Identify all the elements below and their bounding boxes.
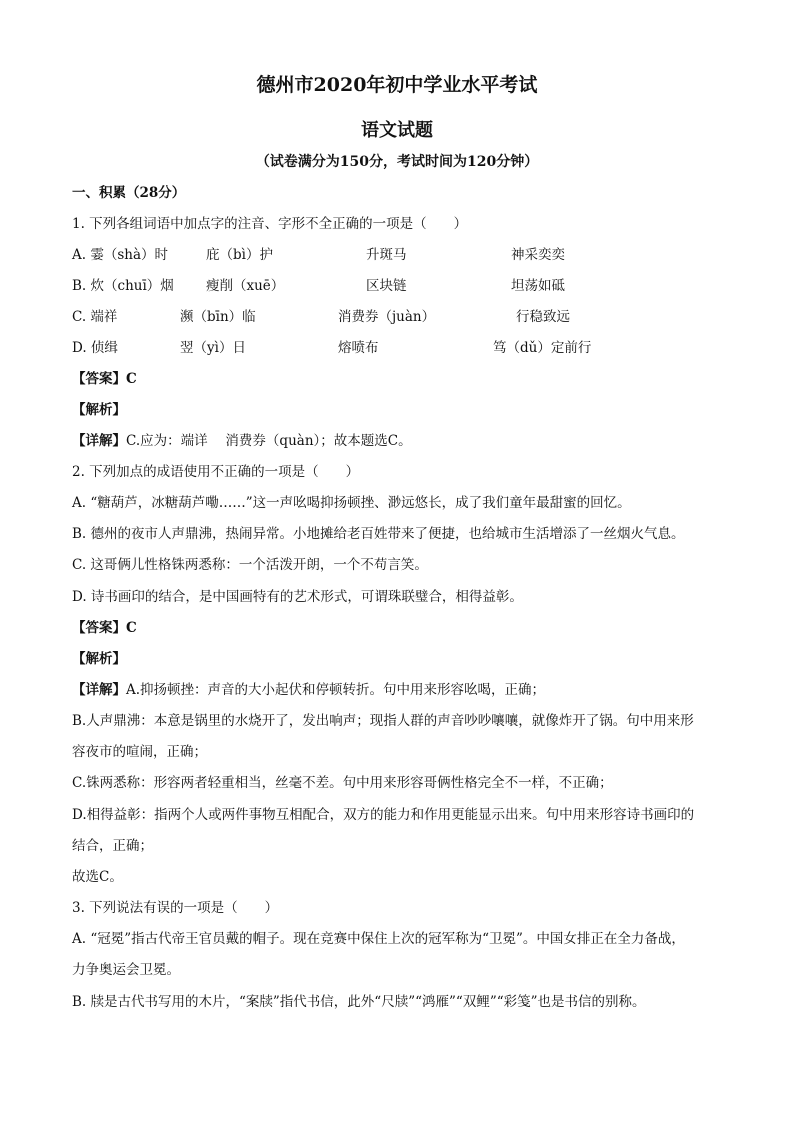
q1-answer <box>72 370 137 388</box>
q2-conclusion: 故选C。 <box>72 869 123 885</box>
q1-stem: 1. 下列各组词语中加点字的注音、字形不全正确的一项是（ ） <box>72 216 468 232</box>
q3-option-b: B. 牍是古代书写用的木片，“案牍”指代书信，此外“尺牍”“鸿雁”“双鲤”“彩笺”也是书信的别称。 <box>72 994 646 1010</box>
q3-option-a-1: A. “冠冕”指古代帝王官员戴的帽子。现在竞赛中保住上次的冠军称为“卫冕”。中国女排正在全力备战， <box>72 931 685 947</box>
analysis-tag: 【解析】 <box>72 651 126 667</box>
q1-analysis-tag <box>72 401 126 419</box>
q1-option-a-1: A. 霎（shà）时 <box>72 247 169 263</box>
detail-tag: 【详解】 <box>72 682 126 698</box>
exam-note: （试卷满分为150分，考试时间为120分钟） <box>255 154 539 170</box>
q1-option-c-1: C. 端祥 <box>72 309 118 325</box>
q1-option-c-3: 消费券（juàn） <box>338 309 436 325</box>
q2-option-c: C. 这哥俩儿性格铢两悉称：一个活泼开朗，一个不苟言笑。 <box>72 557 428 573</box>
q1-option-b-1: B. 炊（chuī）烟 <box>72 278 174 294</box>
q1-option-d-4: 笃（dǔ）定前行 <box>493 340 592 356</box>
answer-value: C <box>126 620 137 636</box>
q2-detail-d2: 结合，正确； <box>72 838 153 854</box>
q1-option-d-1: D. 侦缉 <box>72 340 118 356</box>
q2-option-a: A. “糖葫芦，冰糖葫芦嘞……”这一声吆喝抑扬顿挫、渺远悠长，成了我们童年最甜蜜的回忆。 <box>72 495 631 511</box>
q1-option-a-2: 庇（bì）护 <box>206 247 273 263</box>
q1-option-a-4: 神采奕奕 <box>511 247 565 263</box>
q3-stem: 3. 下列说法有误的一项是（ ） <box>72 900 279 916</box>
exam-subject: 语文试题 <box>361 120 433 141</box>
q1-option-b-2: 瘦削（xuē） <box>206 278 285 294</box>
q1-option-d-2: 翌（yì）日 <box>180 340 246 356</box>
q1-detail <box>72 432 412 450</box>
q2-detail-d1: D.相得益彰：指两个人或两件事物互相配合，双方的能力和作用更能显示出来。句中用来形容诗书画印的 <box>72 807 695 823</box>
q2-detail-b1: B.人声鼎沸：本意是锅里的水烧开了，发出响声；现指人群的声音吵吵嚷嚷，就像炸开了锅。句中用来形 <box>72 713 694 729</box>
answer-tag: 【答案】 <box>72 371 126 387</box>
q1-option-b-3: 区块链 <box>366 278 407 294</box>
q3-option-a-2: 力争奥运会卫冕。 <box>72 962 180 978</box>
section-heading: 一、积累（28分） <box>72 185 186 201</box>
q1-option-c-2: 濒（bīn）临 <box>180 309 256 325</box>
q2-answer <box>72 619 137 637</box>
q2-option-b: B. 德州的夜市人声鼎沸，热闹异常。小地摊给老百姓带来了便捷，也给城市生活增添了一丝烟火气息。 <box>72 526 685 542</box>
answer-tag: 【答案】 <box>72 620 126 636</box>
analysis-tag: 【解析】 <box>72 402 126 418</box>
q1-option-b-4: 坦荡如砥 <box>511 278 565 294</box>
answer-value: C <box>126 371 137 387</box>
q2-detail-a <box>72 681 545 699</box>
q1-option-d-3: 熔喷布 <box>338 340 379 356</box>
q1-option-a-3: 升斑马 <box>366 247 407 263</box>
q2-analysis-tag <box>72 650 126 668</box>
detail-text: C.应为：端详 消费券（quàn）；故本题选C。 <box>126 433 412 449</box>
q2-detail-b2: 容夜市的喧闹，正确； <box>72 744 207 760</box>
q2-detail-c: C.铢两悉称：形容两者轻重相当，丝毫不差。句中用来形容哥俩性格完全不一样，不正确； <box>72 775 613 791</box>
q1-option-c-4: 行稳致远 <box>516 309 570 325</box>
q2-stem: 2. 下列加点的成语使用不正确的一项是（ ） <box>72 464 360 480</box>
q2-option-d: D. 诗书画印的结合，是中国画特有的艺术形式，可谓珠联璧合，相得益彰。 <box>72 589 523 605</box>
exam-title: 德州市2020年初中学业水平考试 <box>256 74 538 96</box>
detail-tag: 【详解】 <box>72 433 126 449</box>
detail-text: A.抑扬顿挫：声音的大小起伏和停顿转折。句中用来形容吆喝，正确； <box>126 682 546 698</box>
